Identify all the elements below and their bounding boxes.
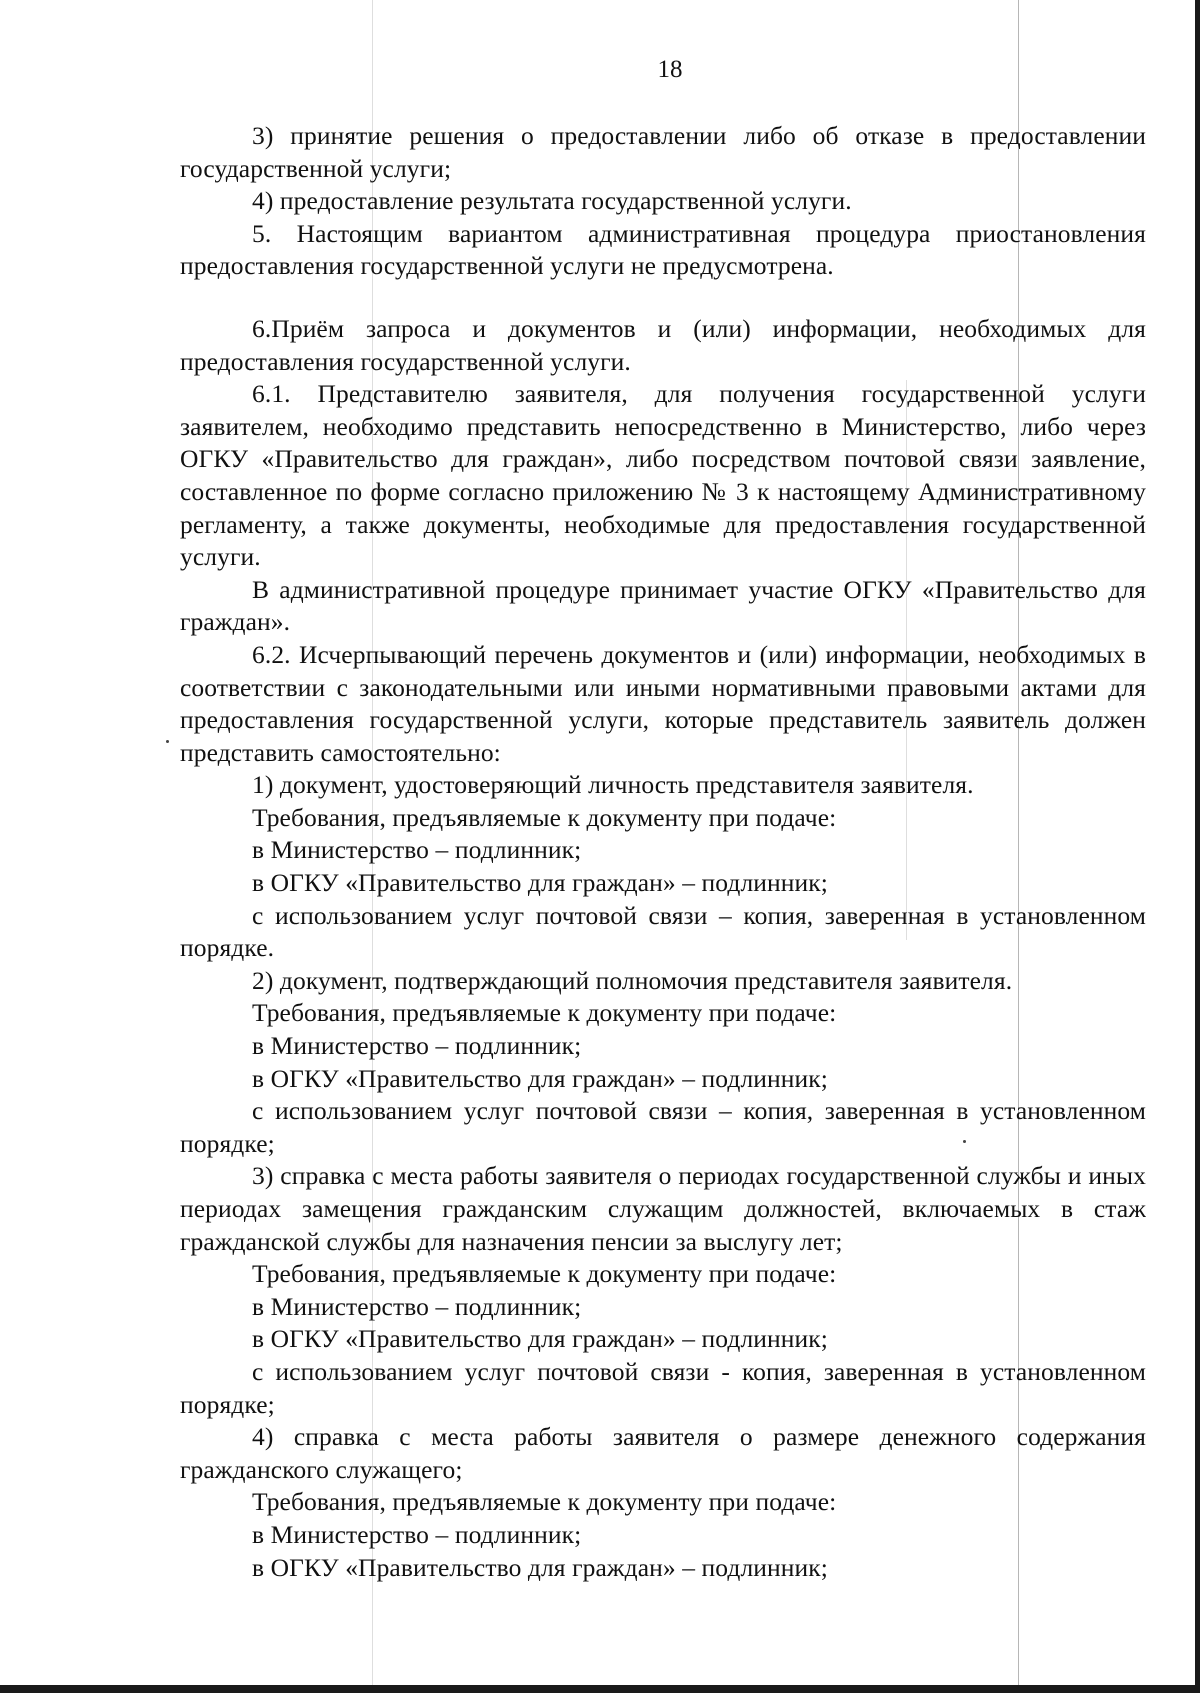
paragraph: Требования, предъявляемые к документу при подаче: xyxy=(252,802,837,832)
paragraph: 6.2. Исчерпывающий перечень документов и (или) информации, необходимых в соответствии с законодательными или иными нормативными правовыми актами для предоставления государственной услуги, которые представитель заявитель должен представить самостоятельно: xyxy=(180,639,1146,767)
paragraph: в ОГКУ «Правительство для граждан» – подлинник; xyxy=(252,1552,828,1582)
section-heading: 6.Приём запроса и документов и (или) информации, необходимых для предоставления государственной услуги. xyxy=(180,313,1146,376)
paragraph: Требования, предъявляемые к документу при подаче: xyxy=(252,998,837,1028)
paragraph: в Министерство – подлинник; xyxy=(252,835,582,865)
scan-speck xyxy=(166,740,169,743)
paragraph: 3) принятие решения о предоставлении либо об отказе в предоставлении государственной услуги; xyxy=(180,121,1146,183)
page-number: 18 xyxy=(657,56,683,83)
list-item: 2) документ, подтверждающий полномочия представителя заявителя. xyxy=(252,965,1013,995)
paragraph: с использованием услуг почтовой связи - копия, заверенная в установленном порядке; xyxy=(180,1356,1146,1419)
paragraph: в Министерство – подлинник; xyxy=(252,1031,582,1061)
paragraph: Требования, предъявляемые к документу при подаче: xyxy=(252,1259,837,1289)
list-item: 1) документ, удостоверяющий личность представителя заявителя. xyxy=(252,770,974,800)
scan-border-right xyxy=(1195,0,1200,1693)
document-body xyxy=(180,120,1146,1584)
paragraph-spacer xyxy=(180,283,1146,313)
scan-border-bottom xyxy=(0,1685,1200,1693)
paragraph: с использованием услуг почтовой связи – копия, заверенная в установленном порядке. xyxy=(180,900,1146,963)
list-item: 4) справка с места работы заявителя о размере денежного содержания гражданского служащего; xyxy=(180,1422,1146,1484)
paragraph: в Министерство – подлинник; xyxy=(252,1519,582,1549)
paragraph: в ОГКУ «Правительство для граждан» – подлинник; xyxy=(252,1324,828,1354)
list-item: 3) справка с места работы заявителя о периодах государственной службы и иных периодах замещения гражданским служащим должностей, включаемых в стаж гражданской службы для назначения пенсии за выслугу лет; xyxy=(180,1161,1146,1256)
paragraph: в Министерство – подлинник; xyxy=(252,1291,582,1321)
paragraph: 6.1. Представителю заявителя, для получения государственной услуги заявителем, необходимо представить непосредственно в Министерство, либо через ОГКУ «Правительство для граждан», либо посредством почтовой связи заявление, составленное по форме согласно приложению № 3 к настоящему Административному регламенту, а также документы, необходимые для предоставления государственной услуги. xyxy=(180,379,1146,572)
paragraph: Требования, предъявляемые к документу при подаче: xyxy=(252,1487,837,1517)
paragraph: 4) предоставление результата государственной услуги. xyxy=(252,186,852,216)
paragraph: с использованием услуг почтовой связи – копия, заверенная в установленном порядке; xyxy=(180,1096,1146,1158)
paragraph: В административной процедуре принимает участие ОГКУ «Правительство для граждан». xyxy=(180,574,1146,637)
paragraph: в ОГКУ «Правительство для граждан» – подлинник; xyxy=(252,868,828,898)
paragraph: 5. Настоящим вариантом административная процедура приостановления предоставления государственной услуги не предусмотрена. xyxy=(180,218,1146,281)
paragraph: в ОГКУ «Правительство для граждан» – подлинник; xyxy=(252,1063,828,1093)
